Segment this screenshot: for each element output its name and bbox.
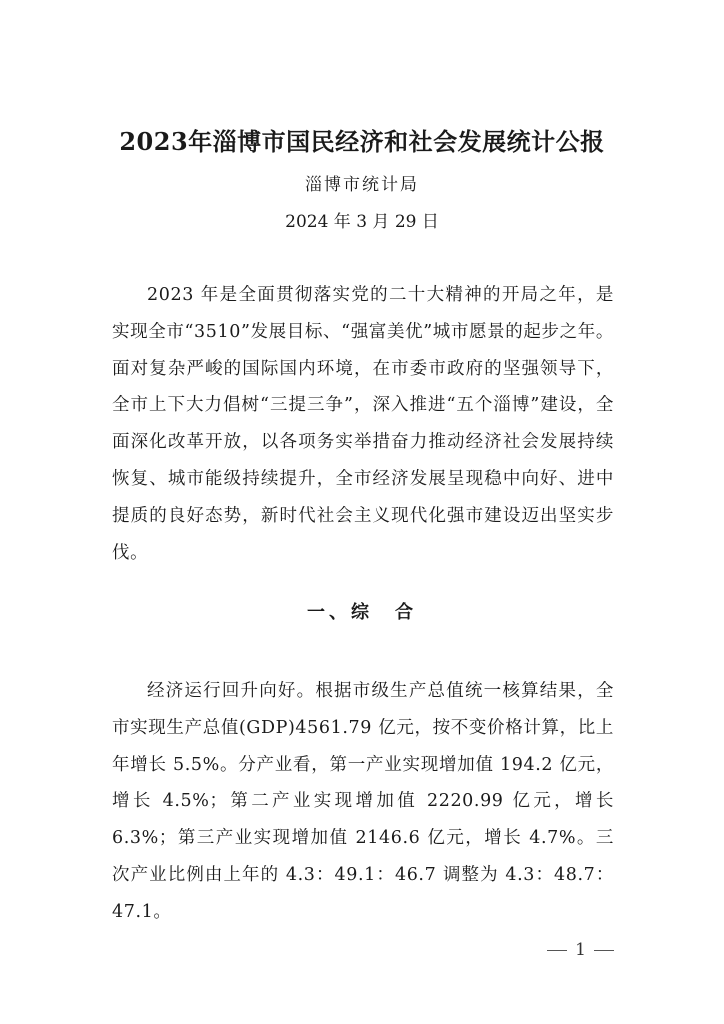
section-heading: 一、综 合 bbox=[307, 602, 417, 623]
section-paragraph: 经济运行回升向好。根据市级生产总值统一核算结果，全市实现生产总值(GDP)4561.79 亿元，按不变价格计算，比上年增长 5.5%。分产业看，第一产业实现增加值 194.2 亿元，增长 4.5%；第二产业实现增加值 2220.99 亿元，增长 6.3%；第三产业实现增加值 2146.6 亿元，增长 4.7%。三次产业比例由上年的 4.3：49.1：46.7 调整为 4.3：48.7：47.1。 bbox=[112, 681, 614, 922]
issuer: 淄博市统计局 bbox=[305, 175, 419, 195]
document-title: 2023年淄博市国民经济和社会发展统计公报 bbox=[119, 127, 605, 156]
footer-dash-left bbox=[547, 950, 567, 951]
intro-paragraph: 2023 年是全面贯彻落实党的二十大精神的开局之年，是实现全市“3510”发展目标、“强富美优”城市愿景的起步之年。面对复杂严峻的国际国内环境，在市委市政府的坚强领导下，全市上下大力倡树“三提三争”，深入推进“五个淄博”建设，全面深化改革开放，以各项务实举措奋力推动经济社会发展持续恢复、城市能级持续提升，全市经济发展呈现稳中向好、进中提质的良好态势，新时代社会主义现代化强市建设迈出坚实步伐。 bbox=[112, 285, 614, 563]
footer-dash-right bbox=[594, 950, 614, 951]
publish-date: 2024 年 3 月 29 日 bbox=[285, 212, 439, 232]
page-footer bbox=[547, 940, 614, 960]
page-number: 1 bbox=[575, 940, 586, 960]
